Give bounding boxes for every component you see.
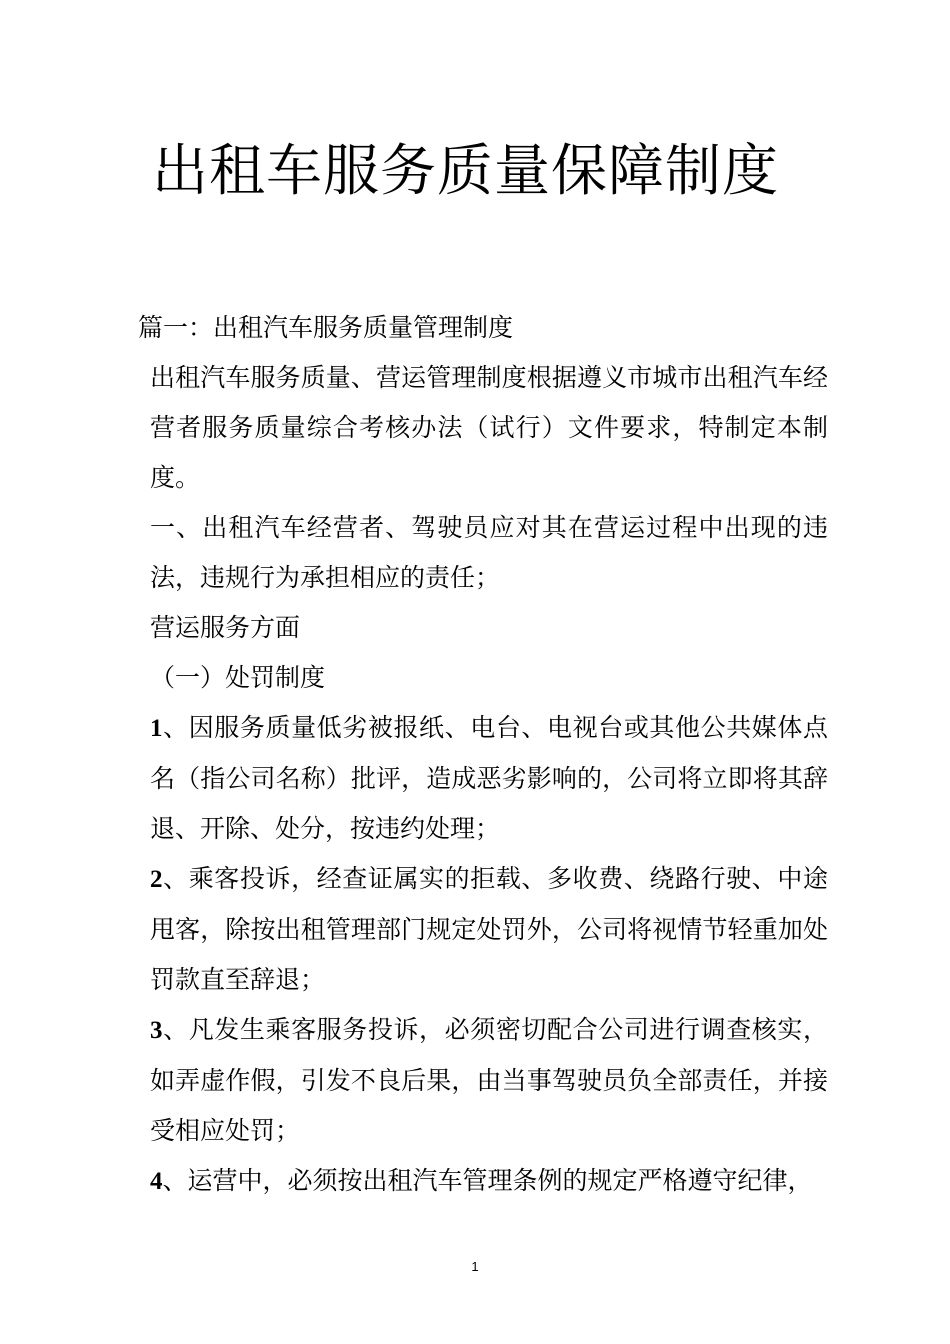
paragraph <box>138 503 828 603</box>
paragraph-text: 、凡发生乘客服务投诉，必须密切配合公司进行调查核实，如弄虚作假，引发不良后果，由当事驾驶员负全部责任，并接受相应处罚； <box>150 1015 828 1145</box>
item-number: 1 <box>150 715 163 742</box>
paragraph-text: 篇一：出租汽车服务质量管理制度 <box>138 313 514 342</box>
paragraph-text: 一、出租汽车经营者、驾驶员应对其在营运过程中出现的违法，违规行为承担相应的责任； <box>150 513 828 592</box>
paragraph-text: （一）处罚制度 <box>150 663 326 692</box>
paragraph-text: 、运营中，必须按出租汽车管理条例的规定严格遵守纪律， <box>162 1166 813 1195</box>
paragraph <box>138 303 828 353</box>
paragraph-text: 、因服务质量低劣被报纸、电台、电视台或其他公共媒体点名（指公司名称）批评，造成恶劣影响的，公司将立即将其辞退、开除、处分，按违约处理； <box>150 713 828 843</box>
item-number: 4 <box>150 1168 163 1195</box>
paragraph <box>138 603 828 653</box>
paragraph-text: 、乘客投诉，经查证属实的拒载、多收费、绕路行驶、中途甩客，除按出租管理部门规定处罚外，公司将视情节轻重加处罚款直至辞退； <box>150 864 828 994</box>
paragraph <box>138 653 828 703</box>
paragraph-text: 出租汽车服务质量、营运管理制度根据遵义市城市出租汽车经营者服务质量综合考核办法（试行）文件要求，特制定本制度。 <box>150 363 828 492</box>
paragraph <box>138 353 828 503</box>
paragraph <box>138 703 828 854</box>
paragraph <box>138 1156 828 1207</box>
paragraph-text: 营运服务方面 <box>150 613 301 642</box>
paragraph <box>138 854 828 1005</box>
page-number: 1 <box>471 1259 479 1274</box>
document-title: 出租车服务质量保障制度 <box>152 139 779 204</box>
item-number: 2 <box>150 866 163 893</box>
item-number: 3 <box>150 1017 163 1044</box>
paragraph <box>138 1005 828 1156</box>
document-body <box>138 303 828 1207</box>
